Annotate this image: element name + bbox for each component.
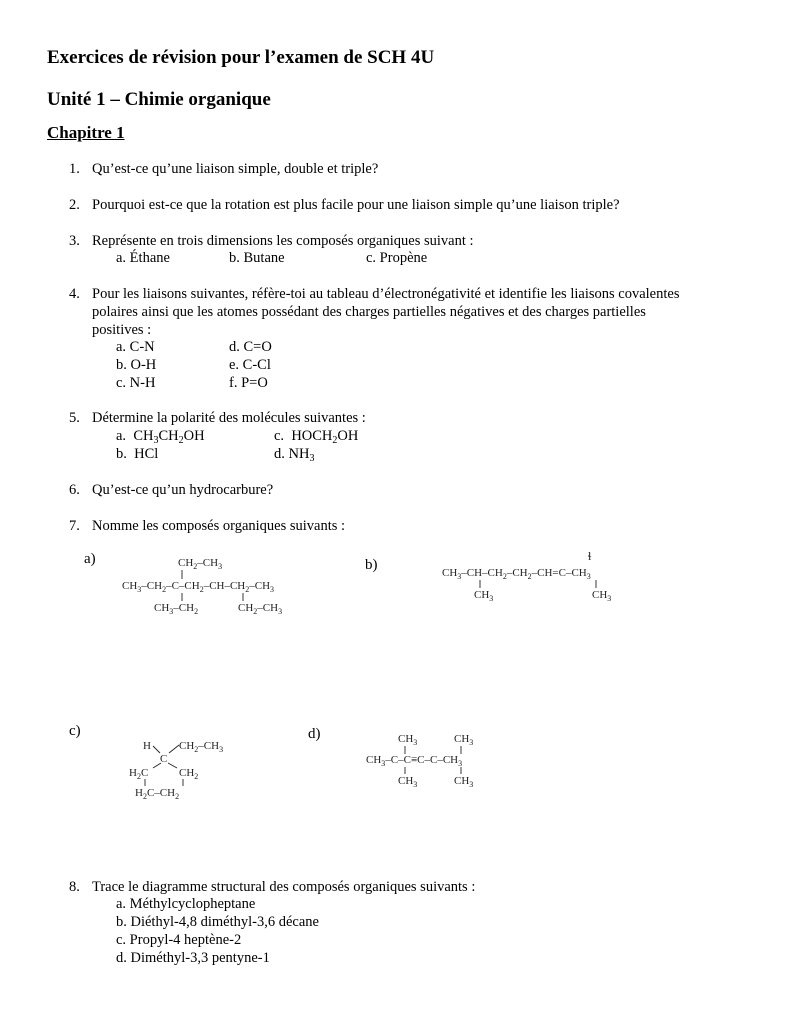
svg-text:CH3: $CH_3$: [474, 589, 494, 603]
svg-text:H2C–CH2: $H_2C-CH_2$: [135, 787, 180, 801]
svg-text:CH3: $CH_3$: [454, 775, 474, 789]
list-item: d. C=O: [229, 339, 272, 355]
question-number: 1.: [69, 161, 80, 177]
list-item: a. $CH_3CH_2OH$: [116, 428, 205, 446]
svg-text:CH2: $CH_2$: [179, 767, 199, 781]
question-text-line: polaires ainsi que les atomes possédant des charges partielles négatives et des charges partielles: [92, 304, 646, 320]
list-item: a. C-N: [116, 339, 155, 355]
list-item: b. O-H: [116, 357, 157, 373]
structure-label-c: c): [69, 723, 81, 739]
structure-a: [110, 552, 340, 622]
question-number: 6.: [69, 482, 80, 498]
list-item: b. Butane: [229, 250, 285, 266]
question-text-line: positives :: [92, 322, 152, 338]
list-item: c. Propyl-4 heptène-2: [116, 932, 242, 948]
question-text: Qu’est-ce qu’un hydrocarbure?: [92, 482, 274, 498]
structure-d: [362, 728, 502, 790]
unit-heading: Unité 1 – Chimie organique: [47, 89, 271, 110]
svg-text:CH3–C–C≡C–C–CH3: $CH_3-C-C\equiv C-C-CH_3$: [366, 754, 463, 768]
question-text: Nomme les composés organiques suivants :: [92, 518, 346, 534]
svg-text:CH3–CH–CH2–CH2–CH=C–CH3: $CH_3-CH-CH_2-CH_2-CH=C-CH_3$: [442, 567, 591, 581]
question-text: Trace le diagramme structural des composés organiques suivants :: [92, 879, 476, 895]
list-item: c. Propène: [366, 250, 428, 266]
svg-text:ɬ: ɬ: [588, 549, 592, 563]
list-item: e. C-Cl: [229, 357, 271, 373]
question-number: 4.: [69, 286, 80, 302]
list-item: d. Diméthyl-3,3 pentyne-1: [116, 950, 270, 966]
svg-text:CH3: $CH_3$: [398, 733, 418, 747]
question-text-line: Pour les liaisons suivantes, réfère-toi au tableau d’électronégativité et identifie les liaisons covalentes: [92, 286, 680, 302]
list-item: c. $HOCH_2OH$: [274, 428, 359, 446]
svg-text:CH3–CH2–C–CH2–CH–CH2–CH3: $CH_3-CH_2-C-CH_2-CH-CH_2-CH_3$: [122, 580, 275, 594]
svg-text:CH3: $CH_3$: [454, 733, 474, 747]
list-item: a. Éthane: [116, 250, 170, 266]
structure-label-b: b): [365, 557, 378, 573]
svg-text:CH2–CH3: $CH_2-CH_3$: [238, 602, 283, 616]
svg-text:CH2–CH3: $CH_2-CH_3$: [178, 557, 223, 571]
list-item: f. P=O: [229, 375, 268, 391]
question-number: 8.: [69, 879, 80, 895]
question-text: Qu’est-ce qu’une liaison simple, double et triple?: [92, 161, 379, 177]
svg-text:C: C: [160, 753, 168, 765]
list-item: b. HCl: [116, 446, 159, 462]
structure-c: [125, 734, 245, 804]
question-text: Détermine la polarité des molécules suivantes :: [92, 410, 366, 426]
page-title: Exercices de révision pour l’examen de SCH 4U: [47, 47, 435, 68]
structure-label-d: d): [308, 726, 321, 742]
list-item: c. N-H: [116, 375, 156, 391]
question-text: Pourquoi est-ce que la rotation est plus facile pour une liaison simple qu’une liaison triple?: [92, 197, 620, 213]
question-number: 2.: [69, 197, 80, 213]
question-text: Représente en trois dimensions les composés organiques suivant :: [92, 233, 474, 249]
question-number: 3.: [69, 233, 80, 249]
list-item: a. Méthylcyclopheptane: [116, 896, 256, 912]
structure-b: [438, 548, 648, 604]
question-number: 7.: [69, 518, 80, 534]
chapter-heading: Chapitre 1: [47, 123, 125, 142]
structure-label-a: a): [84, 551, 96, 567]
list-item: d. $NH_3$: [274, 446, 315, 464]
svg-text:CH3: $CH_3$: [398, 775, 418, 789]
svg-text:CH3–CH2: $CH_3-CH_2$: [154, 602, 199, 616]
question-number: 5.: [69, 410, 80, 426]
svg-text:CH2–CH3: $CH_2-CH_3$: [179, 740, 224, 754]
svg-text:H2C: $H_2C$: [129, 767, 149, 781]
list-item: b. Diéthyl-4,8 diméthyl-3,6 décane: [116, 914, 319, 930]
svg-text:H: H: [143, 740, 151, 752]
svg-text:CH3: $CH_3$: [592, 589, 612, 603]
